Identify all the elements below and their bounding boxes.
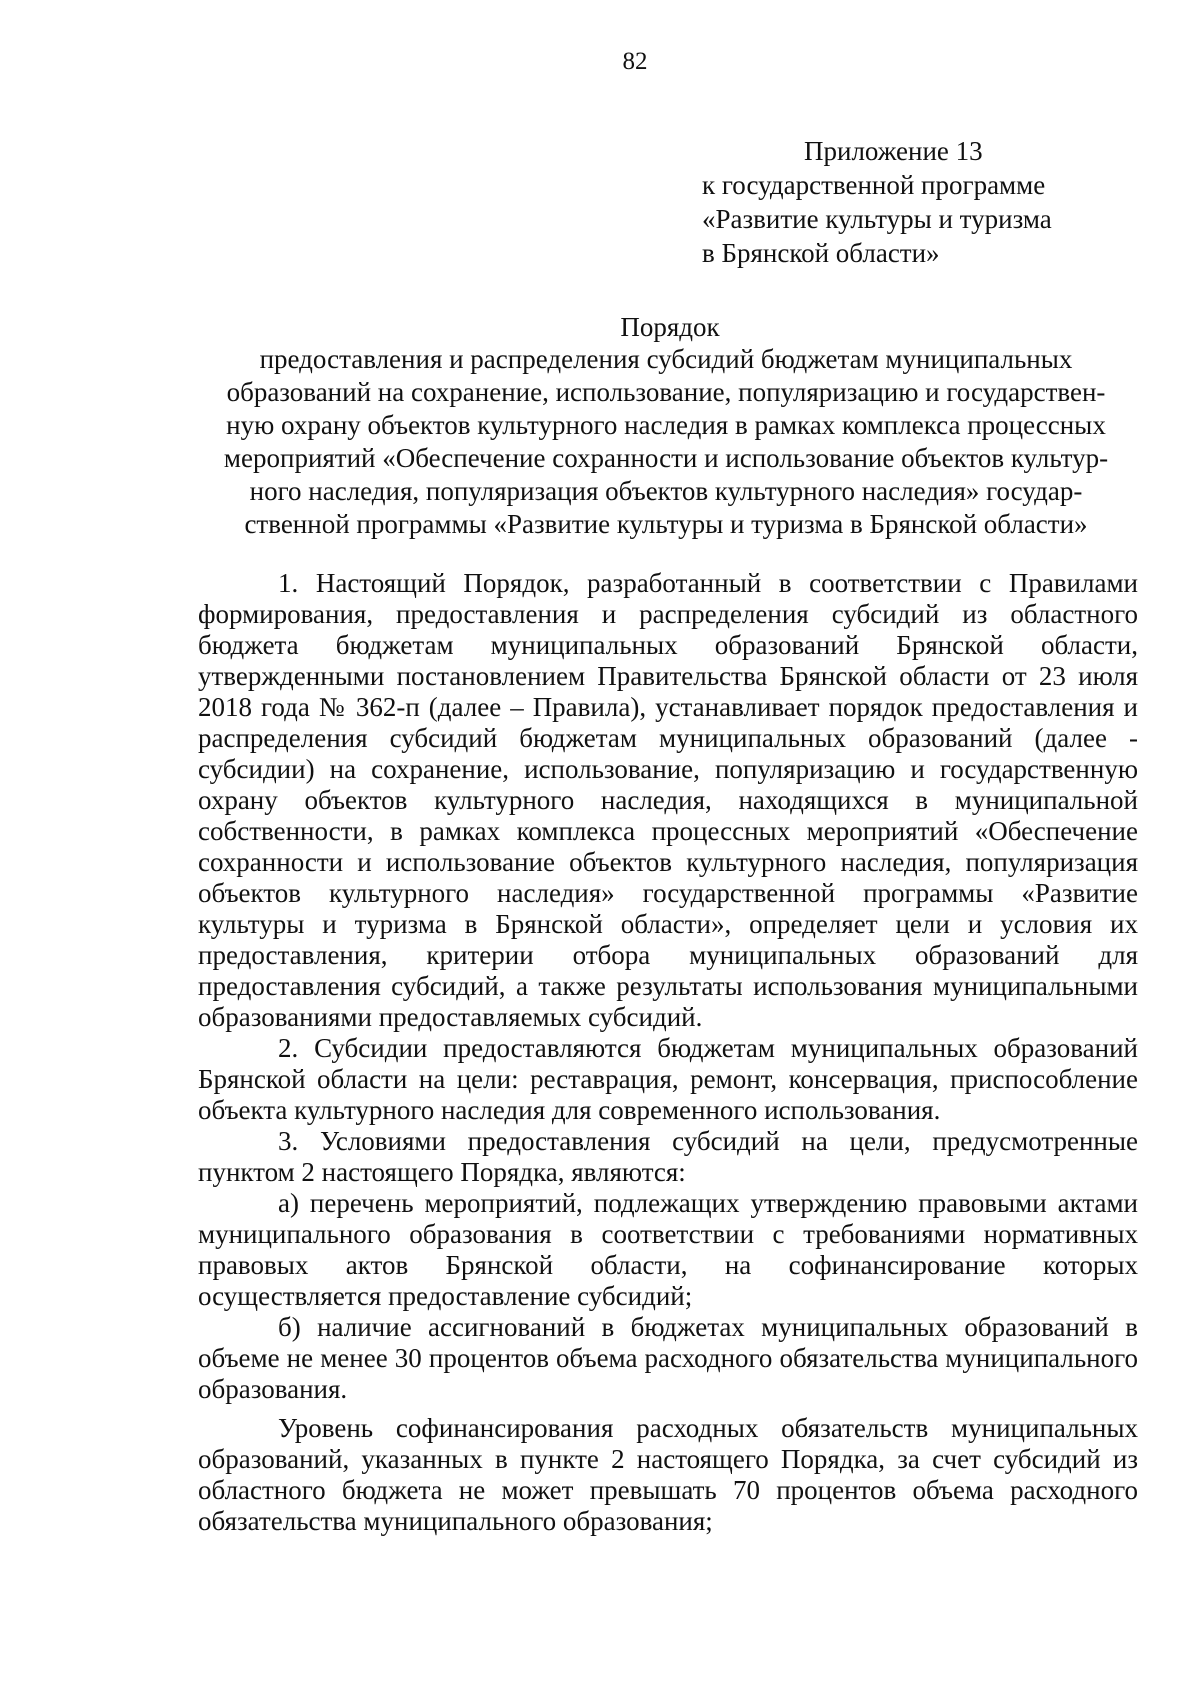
appendix-block [702,134,1052,270]
subtitle-line: мероприятий «Обеспечение сохранности и использование объектов культур- [223,443,1109,473]
paragraph-clause-3a: а) перечень мероприятий, подлежащих утверждению правовыми актами муниципального образования в соответствии с требованиями нормативных правовых актов Брянской области, на софинансирование которых осуществляется предоставление субсидий; [198,1188,1138,1311]
appendix-line: в Брянской области» [702,238,940,268]
subtitle-line: ную охрану объектов культурного наследия в рамках комплекса процессных [226,410,1106,440]
paragraph-clause-2: 2. Субсидии предоставляются бюджетам муниципальных образований Брянской области на цели: реставрация, ремонт, консервация, приспособление объекта культурного наследия для современного использования. [198,1033,1138,1125]
paragraph-clause-1: 1. Настоящий Порядок, разработанный в соответствии с Правилами формирования, предоставления и распределения субсидий из областного бюджета бюджетам муниципальных образований Брянской области, утвержденными постановлением Правительства Брянской области от 23 июля 2018 года № 362-п (далее – Правила), устанавливает порядок предоставления и распределения субсидий бюджетам муниципальных образований (далее - субсидии) на сохранение, использование, популяризацию и государственную охрану объектов культурного наследия, находящихся в муниципальной собственности, в рамках комплекса процессных мероприятий «Обеспечение сохранности и использование объектов культурного наследия, популяризация объектов культурного наследия» государственной программы «Развитие культуры и туризма в Брянской области», определяет цели и условия их предоставления, критерии отбора муниципальных образований для предоставления субсидий, а также результаты использования муниципальными образованиями предоставляемых субсидий. [198,568,1138,1032]
appendix-line: к государственной программе [702,170,1046,200]
document-title: Порядок [620,312,720,342]
paragraph-clause-3b: б) наличие ассигнований в бюджетах муниципальных образований в объеме не менее 30 процентов объема расходного обязательства муниципального образования. [198,1312,1138,1404]
appendix-line: «Развитие культуры и туризма [702,204,1052,234]
document-subtitle [196,343,1136,541]
subtitle-line: образований на сохранение, использование, популяризацию и государствен- [226,377,1106,407]
subtitle-line: ственной программы «Развитие культуры и туризма в Брянской области» [244,509,1088,539]
page-number: 82 [622,48,648,75]
paragraph-cofinancing: Уровень софинансирования расходных обязательств муниципальных образований, указанных в пункте 2 настоящего Порядка, за счет субсидий из областного бюджета не может превышать 70 процентов объема расходного обязательства муниципального образования; [198,1413,1138,1536]
paragraph-clause-3: 3. Условиями предоставления субсидий на цели, предусмотренные пунктом 2 настоящего Порядка, являются: [198,1126,1138,1187]
document-body [198,568,1138,1537]
subtitle-line: ного наследия, популяризация объектов культурного наследия» государ- [249,476,1083,506]
subtitle-line: предоставления и распределения субсидий бюджетам муниципальных [259,344,1073,374]
appendix-line: Приложение 13 [804,136,983,166]
